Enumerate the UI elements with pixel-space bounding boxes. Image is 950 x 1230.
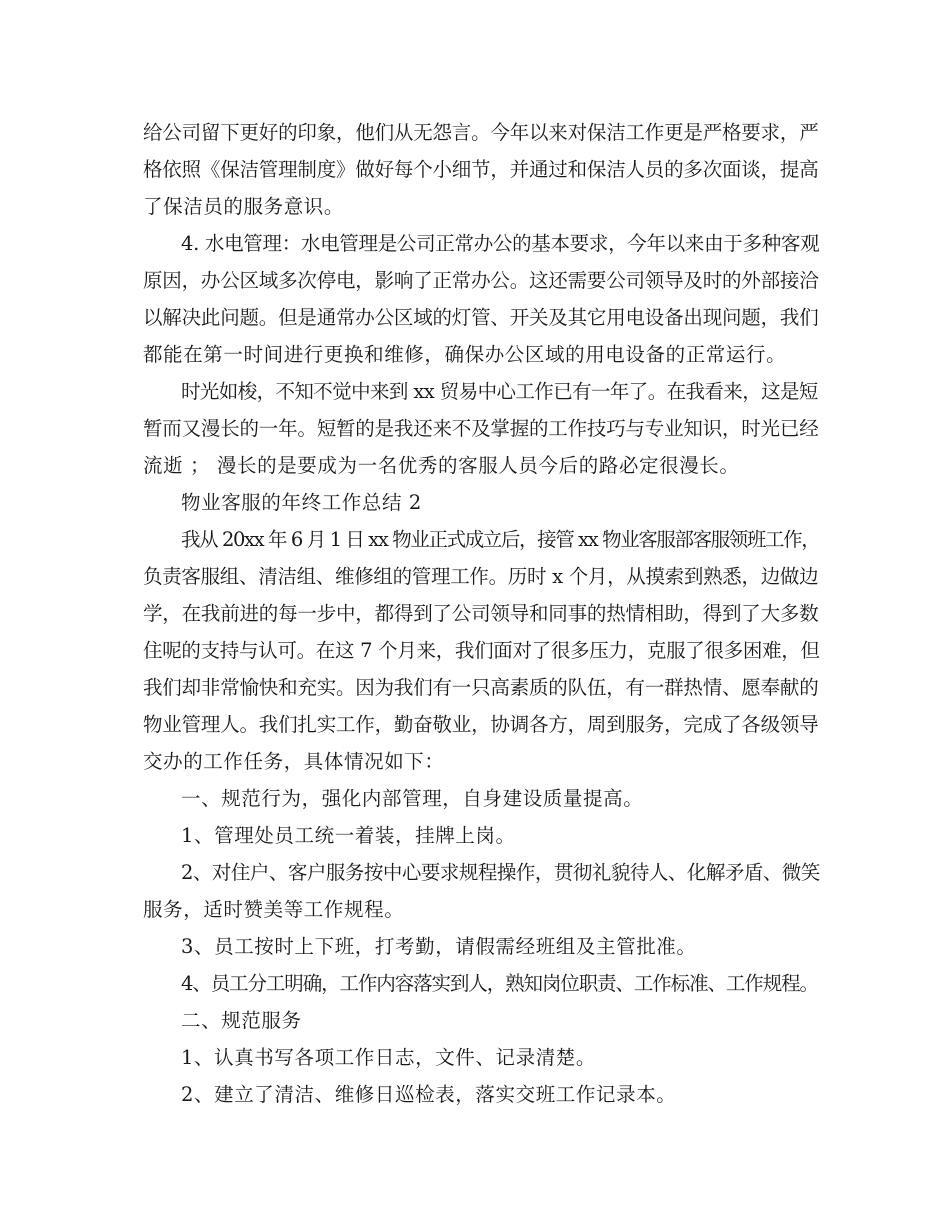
text-line: 4、员工分工明确，工作内容落实到人，熟知岗位职责、工作标准、工作规程。 (181, 972, 818, 995)
text-line: 住呢的支持与认可。在这 7 个月来，我们面对了很多压力，克服了很多困难，但 (143, 639, 820, 662)
section-heading: 物业客服的年终工作总结 2 (181, 491, 422, 514)
section-heading: 二、规范服务 (181, 1009, 302, 1032)
text-line: 交办的工作任务，具体情况如下： (143, 750, 445, 773)
text-line: 暂而又漫长的一年。短暂的是我还来不及掌握的工作技巧与专业知识，时光已经 (143, 417, 819, 440)
text-line: 我从 20xx 年 6 月 1 日 xx 物业正式成立后，接管 xx 物业客服部客服领班工作， (181, 528, 820, 551)
text-line: 物业管理人。我们扎实工作，勤奋敬业，协调各方，周到服务，完成了各级领导 (143, 713, 819, 736)
text-line: 4. 水电管理：水电管理是公司正常办公的基本要求，今年以来由于多种客观 (181, 232, 820, 255)
text-line: 我们却非常愉快和充实。因为我们有一只高素质的队伍，有一群热情、愿奉献的 (143, 676, 819, 699)
section-heading: 一、规范行为，强化内部管理，自身建设质量提高。 (181, 787, 644, 810)
text-line: 1、认真书写各项工作日志，文件、记录清楚。 (181, 1046, 597, 1069)
text-line: 了保洁员的服务意识。 (143, 195, 345, 218)
text-line: 学，在我前进的每一步中，都得到了公司领导和同事的热情相助，得到了大多数 (143, 602, 819, 625)
text-line: 负责客服组、清洁组、维修组的管理工作。历时 x 个月，从摸索到熟悉，边做边 (143, 565, 819, 588)
text-line: 给公司留下更好的印象，他们从无怨言。今年以来对保洁工作更是严格要求，严 (143, 121, 819, 144)
text-line: 3、员工按时上下班，打考勤，请假需经班组及主管批准。 (181, 935, 697, 958)
text-line: 都能在第一时间进行更换和维修，确保办公区域的用电设备的正常运行。 (143, 343, 787, 366)
text-line: 原因，办公区域多次停电，影响了正常办公。这还需要公司领导及时的外部接洽 (143, 269, 819, 292)
text-line: 以解决此问题。但是通常办公区域的灯管、开关及其它用电设备出现问题，我们 (143, 306, 819, 329)
text-line: 流逝 ； 漫长的是要成为一名优秀的客服人员今后的路必定很漫长。 (143, 454, 740, 477)
text-line: 1、管理处员工统一着装，挂牌上岗。 (181, 824, 516, 847)
text-line: 2、建立了清洁、维修日巡检表，落实交班工作记录本。 (181, 1083, 677, 1106)
text-line: 服务，适时赞美等工作规程。 (143, 898, 405, 921)
text-line: 格依照《保洁管理制度》做好每个小细节，并通过和保洁人员的多次面谈，提高 (143, 158, 819, 181)
text-line: 2、对住户、客户服务按中心要求规程操作，贯彻礼貌待人、化解矛盾、微笑 (181, 861, 820, 884)
text-line: 时光如梭，不知不觉中来到 xx 贸易中心工作已有一年了。在我看来，这是短 (181, 380, 818, 403)
